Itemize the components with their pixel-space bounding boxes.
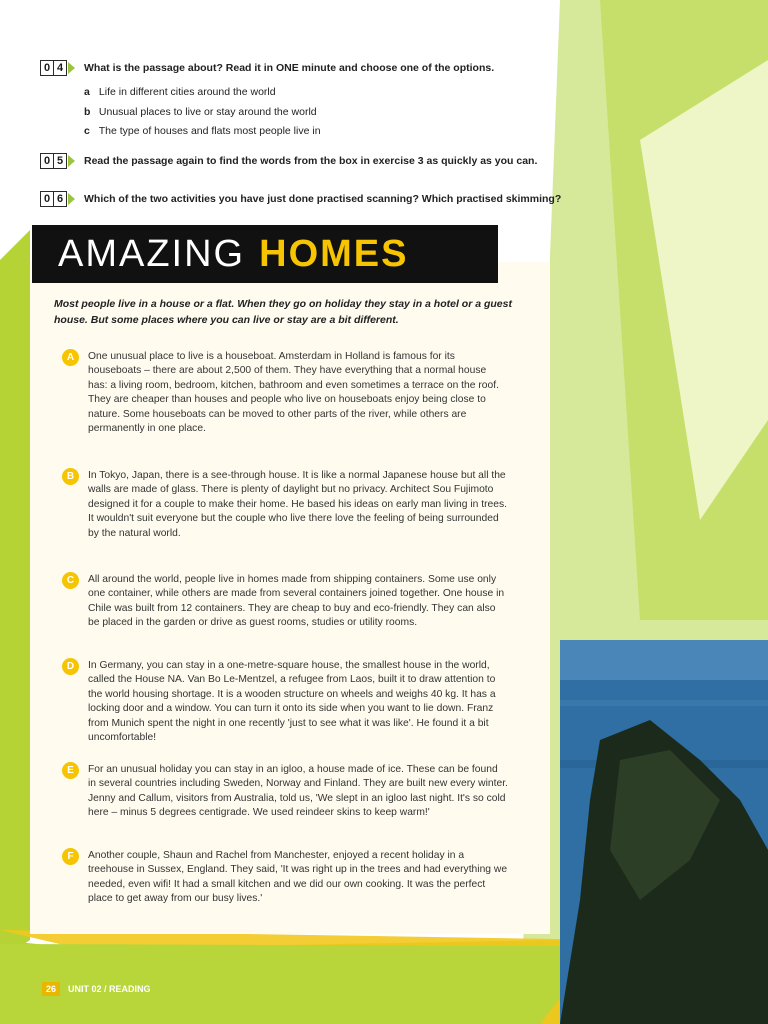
paragraph-c: C All around the world, people live in homes made from shipping containers. Some use only one container, while others are made from several containers joined together. One house in Chile was built from 12 containers. They are cheap to buy and eco-friendly. They can also be placed in the garden or drive as guest rooms, studies or utility rooms. <box>88 573 508 631</box>
paragraph-letter-badge: B <box>62 468 79 485</box>
paragraph-letter-badge: F <box>62 848 79 865</box>
option-b[interactable]: b Unusual places to live or stay around the world <box>84 105 317 118</box>
paragraph-b: B In Tokyo, Japan, there is a see-through house. It is like a normal Japanese house but all the walls are made of glass. There is plenty of daylight but no privacy. Architect Sou Fujimoto designed it for a couple to make their home. He based his ideas on early man living in trees. It wouldn't suit everyone but the couple who live there love the feeling of being surrounded by the natural world. <box>88 469 508 541</box>
exercise-number: 0 4 <box>40 60 75 76</box>
arrow-icon <box>68 62 75 74</box>
answer-options <box>84 83 321 142</box>
exercise-instruction: Read the passage again to find the words from the box in exercise 3 as quickly as you can. <box>84 155 538 167</box>
arrow-icon <box>68 193 75 205</box>
exercise-instruction: What is the passage about? Read it in ONE minute and choose one of the options. <box>84 62 495 74</box>
paragraph-d: D In Germany, you can stay in a one-metre-square house, the smallest house in the world, called the House NA. Van Bo Le-Mentzel, a refugee from Laos, built it to draw attention to the world housing shortage. It is a wooden structure on wheels and weighs 40 kg. It has a locking door and a window. You can turn it onto its side when you want to lie down. Franz from Munich spent the night in one recently 'just to see what it was like'. He found it a bit uncomfortable! <box>88 659 508 745</box>
arrow-icon <box>68 155 75 167</box>
option-c[interactable]: c The type of houses and flats most people live in <box>84 125 321 137</box>
paragraph-letter-badge: C <box>62 572 79 589</box>
paragraph-letter-badge: E <box>62 762 79 779</box>
section-label: UNIT 02 / READING <box>68 984 151 994</box>
page-footer <box>42 982 151 996</box>
page-number: 26 <box>42 982 60 996</box>
exercise-instruction: Which of the two activities you have just done practised scanning? Which practised skimming? <box>84 193 562 205</box>
paragraph-f: F Another couple, Shaun and Rachel from Manchester, enjoyed a recent holiday in a treehouse in Sussex, England. They said, 'It was right up in the trees and had everything we needed, even wifi! It had a small kitchen and we did our own cooking. It was the perfect place to get away from our busy lives.' <box>88 849 508 907</box>
paragraph-letter-badge: A <box>62 349 79 366</box>
exercise-number: 0 5 <box>40 153 75 169</box>
article-intro: Most people live in a house or a flat. When they go on holiday they stay in a hotel or a guest house. But some places where you can live or stay are a bit different. <box>54 298 512 326</box>
option-a[interactable]: a Life in different cities around the world <box>84 86 276 98</box>
exercise-number: 0 6 <box>40 191 75 207</box>
article-title: AMAZING HOMES <box>32 225 498 283</box>
paragraph-a: A One unusual place to live is a houseboat. Amsterdam in Holland is famous for its houseboats – there are about 2,500 of them. They have everything that a normal house has: a living room, bedroom, kitchen, bathroom and even sometimes a terrace on the roof. They are cheaper than houses and people who live on houseboats enjoy being close to nature. Some houseboats can be moved to other parts of the river, while others are permanently in one place. <box>88 350 508 436</box>
paragraph-letter-badge: D <box>62 658 79 675</box>
paragraph-e: E For an unusual holiday you can stay in an igloo, a house made of ice. These can be found in several countries including Sweden, Norway and Finland. They are built new every winter. Jenny and Callum, visitors from Australia, told us, 'We slept in an igloo last night. It's so cold here – minus 5 degrees centigrade. We used reindeer skins to keep warm!' <box>88 763 508 821</box>
